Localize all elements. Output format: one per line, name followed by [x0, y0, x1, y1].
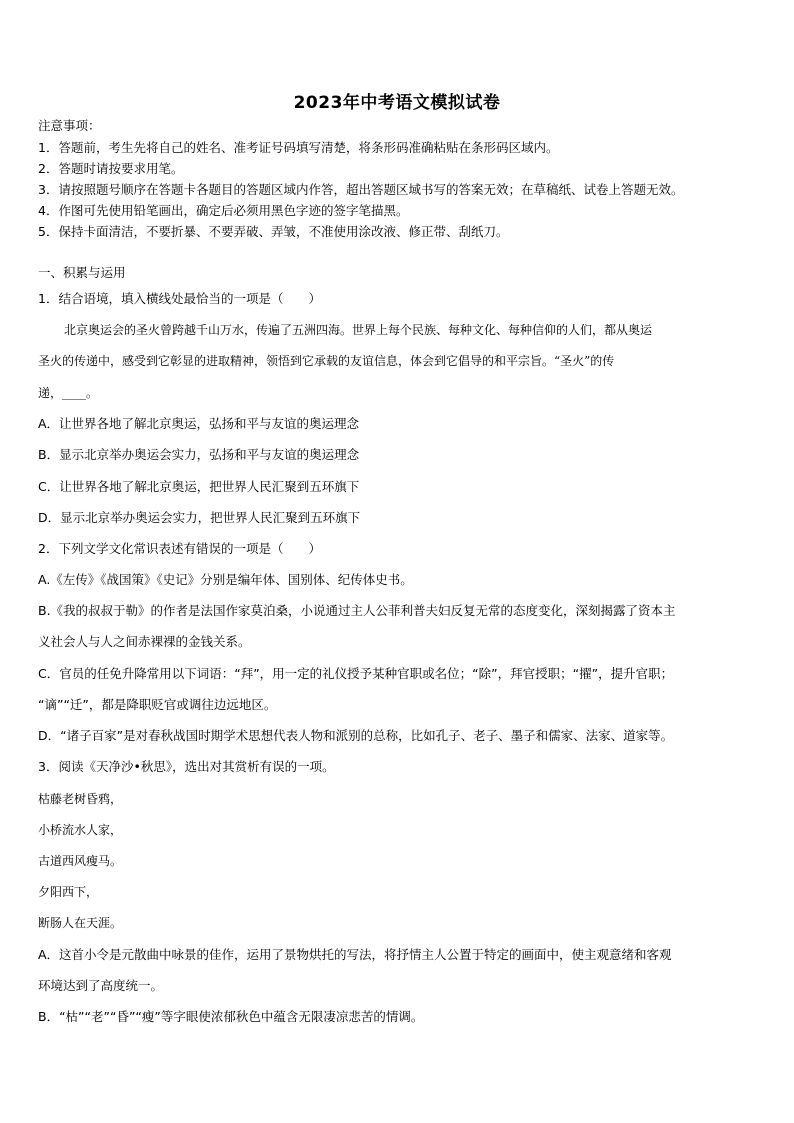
question-stem: 1．结合语境，填入横线处最恰当的一项是（ ） — [38, 291, 321, 306]
notice-item: 5．保持卡面清洁，不要折暴、不要弄破、弄皱，不准使用涂改液、修正带、刮纸刀。 — [38, 224, 509, 239]
option-c: C．让世界各地了解北京奥运，把世界人民汇聚到五环旗下 — [38, 479, 360, 494]
passage-line: 北京奥运会的圣火曾跨越千山万水，传遍了五洲四海。世界上每个民族、每种文化、每种信仰的人们，都从奥运 — [64, 323, 653, 337]
option-a: A．让世界各地了解北京奥运，弘扬和平与友谊的奥运理念 — [38, 416, 360, 431]
notice-heading: 注意事项： — [38, 118, 101, 133]
page-title: 2023年中考语文模拟试卷 — [293, 93, 501, 113]
option-b: B．显示北京举办奥运会实力，弘扬和平与友谊的奥运理念 — [38, 447, 360, 462]
option-b-continued: 义社会人与人之间赤裸裸的金钱关系。 — [38, 634, 251, 649]
option-a: A.《左传》《战国策》《史记》分别是编年体、国别体、纪传体史书。 — [38, 572, 413, 587]
poem-line: 枯藤老树昏鸦， — [38, 792, 123, 806]
option-a: A．这首小令是元散曲中咏景的佳作，运用了景物烘托的写法，将抒情主人公置于特定的画面中，使主观意绪和客观 — [38, 947, 672, 962]
question-stem: 3．阅读《天净沙•秋思》，选出对其赏析有误的一项。 — [38, 759, 335, 774]
option-d: D．“诸子百家”是对春秋战国时期学术思想代表人物和派别的总称，比如孔子、老子、墨子和儒家、法家、道家等。 — [38, 728, 674, 743]
option-b: B．“枯”“老”“昏”“瘦”等字眼使浓郁秋色中蕴含无限凄凉悲苦的情调。 — [38, 1009, 424, 1024]
poem-line: 夕阳西下， — [38, 885, 99, 899]
notice-item: 4．作图可先使用铅笔画出，确定后必须用黑色字迹的签字笔描黑。 — [38, 203, 409, 218]
option-b: B.《我的叔叔于勒》的作者是法国作家莫泊桑，小说通过主人公菲利普夫妇反复无常的态度变化，深刻揭露了资本主 — [38, 603, 676, 618]
question-stem: 2．下列文学文化常识表述有错误的一项是（ ） — [38, 541, 321, 556]
option-a-continued: 环境达到了高度统一。 — [38, 978, 164, 993]
section-heading: 一、积累与运用 — [38, 265, 126, 280]
notice-item: 1．答题前，考生先将自己的姓名、准考证号码填写清楚，将条形码准确粘贴在条形码区域内。 — [38, 140, 559, 155]
poem-line: 断肠人在天涯。 — [38, 916, 123, 930]
poem-line: 古道西风瘦马。 — [38, 854, 123, 868]
notice-item: 3．请按照题号顺序在答题卡各题目的答题区域内作答，超出答题区域书写的答案无效；在草稿纸、试卷上答题无效。 — [38, 182, 684, 197]
option-c-continued: “谪”“迁”，都是降职贬官或调往边远地区。 — [38, 697, 277, 712]
passage-line: 递，____。 — [38, 386, 99, 400]
passage-line: 圣火的传递中，感受到它彰显的进取精神，领悟到它承载的友谊信息，体会到它倡导的和平宗旨。“圣火”的传 — [38, 354, 615, 368]
poem-line: 小桥流水人家， — [38, 823, 123, 837]
notice-item: 2．答题时请按要求用笔。 — [38, 161, 184, 176]
option-d: D．显示北京举办奥运会实力，把世界人民汇聚到五环旗下 — [38, 510, 361, 525]
option-c: C．官员的任免升降常用以下词语：“拜”，用一定的礼仪授予某种官职或名位；“除”，拜官授职；“擢”，提升官职； — [38, 666, 674, 681]
